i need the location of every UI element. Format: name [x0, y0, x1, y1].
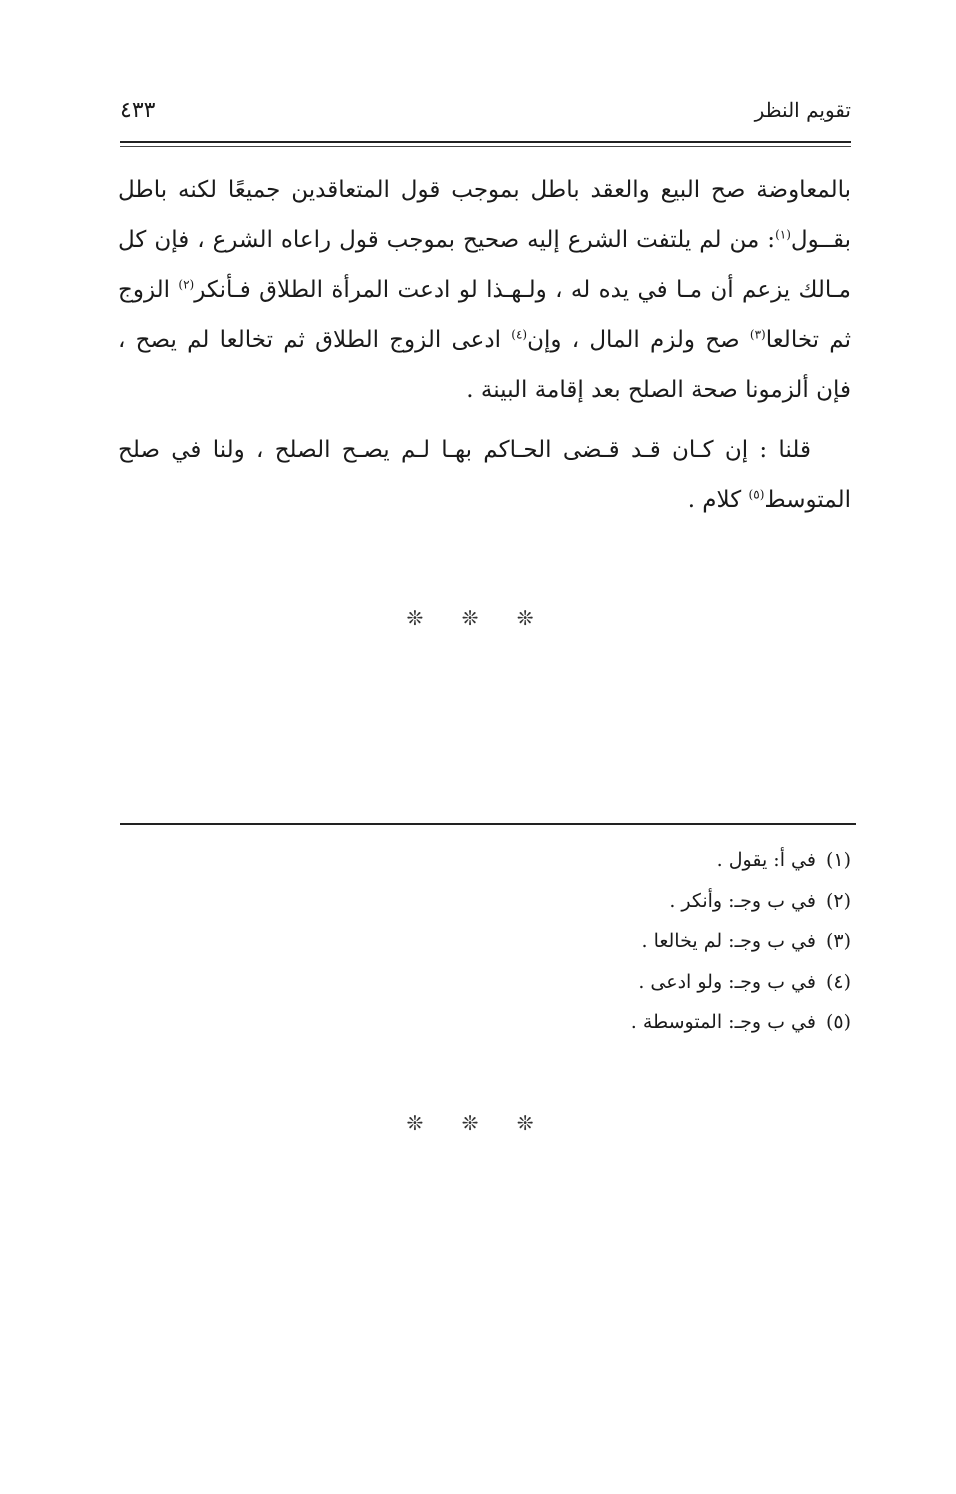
footnote-text: في ب وجـ: المتوسطة .: [630, 1011, 816, 1033]
footnote-number: (٤): [825, 970, 851, 993]
header-rule-thin: [120, 146, 851, 147]
page-header: [120, 96, 851, 136]
footnote-number: (٢): [825, 889, 851, 912]
text-segment: ادعى الزوج الطلاق ثم تخالعا لم يصح ، فإن ألزمونا صحة الصلح بعد إقامة البينة .: [118, 327, 851, 403]
section-ornament: ❊ ❊ ❊: [406, 606, 550, 630]
running-title: تقويم النظر: [754, 98, 851, 122]
footnote-text: في ب وجـ: ولو ادعى .: [638, 970, 816, 993]
footnote-ref-5: (٥): [748, 487, 765, 502]
footnote-item: [120, 840, 851, 881]
paragraph-1: [118, 165, 851, 415]
footnote-item: [120, 962, 851, 1003]
text-segment: كلام .: [687, 487, 749, 513]
footnote-item: [120, 881, 851, 922]
text-segment: قلنا : إن كـان قـد قـضى الحـاكم بهـا لـم يصـح الصلح ، ولنا في صلح المتوسط: [118, 437, 851, 513]
footnote-ref-2: (٢): [178, 277, 195, 292]
footnote-ref-4: (٤): [511, 327, 528, 342]
main-text: [118, 165, 851, 525]
page-number: ٤٣٣: [120, 98, 156, 123]
footnote-item: [120, 1002, 851, 1043]
footnote-number: (٥): [825, 1011, 851, 1033]
end-ornament: ❊ ❊ ❊: [406, 1111, 550, 1135]
text-segment: : من لم يلتفت الشرع إليه صحيح بموجب قول راعاه الشرع ، فإن كل مـالك يزعم أن مـا في يده له ، ولـهـذا لو ادعت المرأة الطلاق فـأنكر: [118, 227, 851, 303]
text-segment: الزوج ثم تخالعا: [118, 277, 852, 353]
text-segment: صح ولزم المال ، وإن: [527, 327, 750, 353]
footnote-text: في ب وجـ: وأنكر .: [669, 889, 816, 912]
footnote-ref-1: (١): [775, 227, 791, 242]
footnote-rule: [120, 823, 856, 825]
footnote-number: (٣): [825, 930, 851, 952]
footnote-number: (١): [825, 849, 851, 871]
footnote-text: في أ: يقول .: [716, 849, 816, 871]
footnote-item: [120, 921, 851, 962]
footnote-ref-3: (٣): [749, 327, 766, 342]
text-segment: بالمعاوضة صح البيع والعقد باطل بموجب قول المتعاقدين جميعًا لكنه باطل بقــول: [118, 177, 851, 253]
paragraph-2: [118, 425, 851, 525]
footnote-text: في ب وجـ: لم يخالعا .: [641, 930, 816, 952]
footnotes: [120, 840, 851, 1043]
header-rule: [120, 141, 851, 143]
